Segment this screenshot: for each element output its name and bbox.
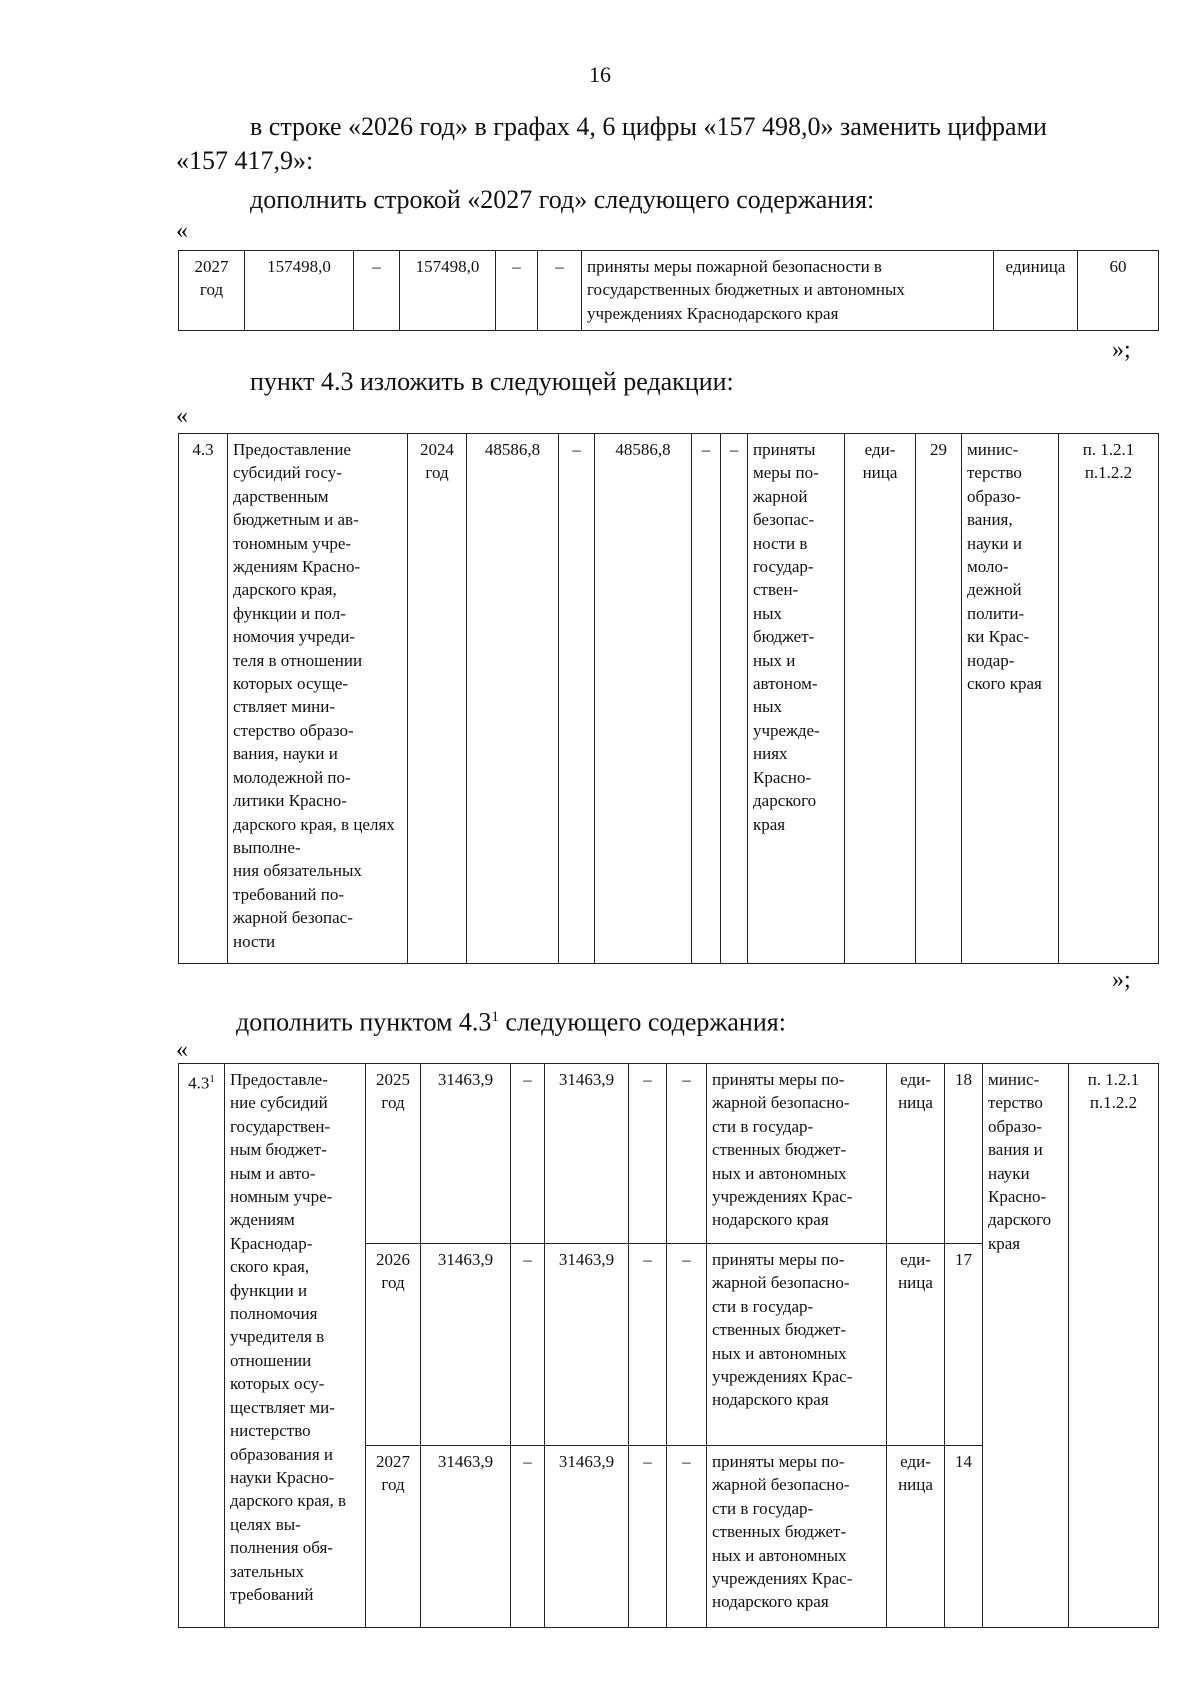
cell-year: 2027 год	[366, 1446, 421, 1628]
cell-regional: 48586,8	[595, 434, 692, 964]
cell-regional: 31463,9	[545, 1446, 629, 1628]
cell-executor: минис- терство образо- вания и науки Красно- дарского края	[983, 1064, 1069, 1628]
item-number-text: 4.3	[188, 1073, 210, 1093]
quote-open-3: «	[176, 1037, 188, 1063]
cell-regional: 157498,0	[400, 251, 496, 331]
cell-dash: –	[511, 1446, 545, 1628]
cell-dash: –	[629, 1446, 667, 1628]
cell-dash: –	[496, 251, 538, 331]
cell-reference: п. 1.2.1 п.1.2.2	[1069, 1064, 1159, 1628]
cell-result: приняты меры по- жарной безопасно- сти в государ- ственных бюджет- ных и автономных учреждениях Крас- нодарского края	[707, 1064, 887, 1244]
cell-total: 48586,8	[467, 434, 559, 964]
cell-result: приняты меры по- жарной безопасно- сти в государ- ственных бюджет- ных и автономных учреждениях Крас- нодарского края	[707, 1244, 887, 1446]
cell-dash: –	[629, 1244, 667, 1446]
heading-tail: следующего содержания:	[505, 1007, 786, 1037]
cell-result: приняты меры пожарной безопасности в государственных бюджетных и автономных учреждениях Краснодарского края	[582, 251, 994, 331]
cell-year: 2027 год	[179, 251, 245, 331]
cell-regional: 31463,9	[545, 1064, 629, 1244]
cell-unit: еди- ница	[887, 1446, 945, 1628]
cell-reference: п. 1.2.1 п.1.2.2	[1059, 434, 1159, 964]
cell-total: 31463,9	[421, 1064, 511, 1244]
table-2027-row	[178, 250, 1159, 331]
cell-dash: –	[721, 434, 748, 964]
cell-dash: –	[559, 434, 595, 964]
table-row	[179, 434, 1159, 964]
cell-value: 17	[945, 1244, 983, 1446]
quote-open-1: «	[176, 218, 188, 244]
cell-description: Предоставление субсидий госу- дарственным бюджетным и ав- тономным учре- ждениям Красно- дарского края, функции и пол- номочия учреди- теля в отношении которых осуще- ствляет мини- стерство образо- вания, науки и молодежной по- литики Красно- дарского края, в целях выполне- ния обязательных требований по- жарной безопас- ности	[228, 434, 408, 964]
cell-value: 14	[945, 1446, 983, 1628]
quote-close-1: »;	[1112, 337, 1131, 363]
cell-unit: еди- ница	[845, 434, 916, 964]
cell-dash: –	[538, 251, 582, 331]
cell-item-number	[179, 1064, 225, 1628]
section-heading-4-3: пункт 4.3 изложить в следующей редакции:	[250, 367, 734, 396]
table-item-4-3-1	[178, 1063, 1159, 1628]
cell-description: Предоставле- ние субсидий государствен- ным бюджет- ным и авто- номным учре- ждениям Краснодар- ского края, функции и полномочия учредителя в отношении которых осу- ществляет ми- нистерство образования и науки Красно- дарского края, в целях вы- полнения обя- зательных требований	[225, 1064, 366, 1628]
table-item-4-3	[178, 433, 1159, 964]
table-row	[179, 1064, 1159, 1244]
quote-open-2: «	[176, 403, 188, 429]
cell-unit: единица	[994, 251, 1078, 331]
cell-total: 31463,9	[421, 1446, 511, 1628]
heading-superscript: 1	[491, 1009, 499, 1025]
cell-dash: –	[667, 1446, 707, 1628]
cell-regional: 31463,9	[545, 1244, 629, 1446]
item-number-superscript: 1	[209, 1073, 215, 1085]
cell-result: приняты меры по- жарной безопасно- сти в государ- ственных бюджет- ных и автономных учреждениях Крас- нодарского края	[707, 1446, 887, 1628]
cell-dash: –	[667, 1244, 707, 1446]
table-row	[179, 251, 1159, 331]
cell-dash: –	[667, 1064, 707, 1244]
quote-close-2: »;	[1112, 967, 1131, 993]
cell-year: 2024 год	[408, 434, 467, 964]
cell-total: 31463,9	[421, 1244, 511, 1446]
cell-total: 157498,0	[245, 251, 354, 331]
cell-unit: еди- ница	[887, 1064, 945, 1244]
cell-dash: –	[511, 1244, 545, 1446]
cell-unit: еди- ница	[887, 1244, 945, 1446]
section-heading-4-3-1	[236, 1000, 786, 1040]
intro-line-1: в строке «2026 год» в графах 4, 6 цифры «157 498,0» заменить цифрами	[250, 112, 1047, 141]
intro-line-3: дополнить строкой «2027 год» следующего содержания:	[250, 185, 875, 214]
cell-year: 2026 год	[366, 1244, 421, 1446]
intro-line-2: «157 417,9»:	[176, 146, 314, 175]
cell-value: 60	[1078, 251, 1159, 331]
cell-dash: –	[511, 1064, 545, 1244]
cell-value: 29	[916, 434, 962, 964]
cell-dash: –	[354, 251, 400, 331]
cell-executor: минис- терство образо- вания, науки и моло- дежной полити- ки Крас- нодар- ского края	[962, 434, 1059, 964]
cell-dash: –	[692, 434, 721, 964]
cell-year: 2025 год	[366, 1064, 421, 1244]
heading-text: дополнить пунктом 4.3	[236, 1007, 492, 1037]
cell-value: 18	[945, 1064, 983, 1244]
cell-dash: –	[629, 1064, 667, 1244]
cell-result: приняты меры по- жарной безопас- ности в государ- ствен- ных бюджет- ных и автоном- ных учрежде- ниях Красно- дарского края	[748, 434, 845, 964]
page-number: 16	[589, 62, 611, 87]
cell-item-number: 4.3	[179, 434, 228, 964]
